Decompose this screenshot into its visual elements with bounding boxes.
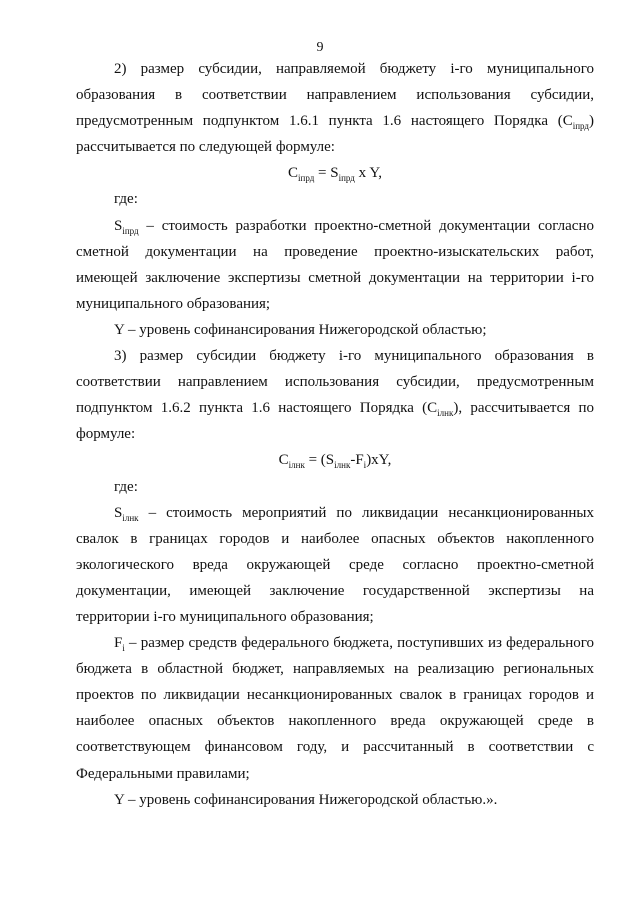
where-label-1: где: bbox=[114, 191, 138, 208]
document-body bbox=[76, 56, 594, 813]
formula-1: $C_{iпрд} = S_{iпрд}$ x Y, bbox=[288, 165, 382, 184]
formula-2: $C_{iлнк} = (S_{iлнк}-F_i)xY$, bbox=[278, 452, 392, 471]
paragraph-subsidy-2: 2) размер субсидии, направляемой бюджету i-го муниципального образования в соответствии направлением использования субсидии, предусмотренным подпунктом 1.6.1 пункта 1.6 настоящего Порядка $(C_{iпрд})$ рассчитывается по следующей формуле: bbox=[76, 61, 594, 156]
definition-y-2: Y – уровень софинансирования Нижегородской областью.». bbox=[114, 791, 498, 808]
definition-s-iprd: $S_{iпрд}$ – стоимость разработки проектно-сметной документации согласно сметной документации на проведение проектно-изыскательских работ, имеющей заключение экспертизы сметной документации на территории i-го муниципального образования; bbox=[76, 217, 594, 312]
paragraph-subsidy-3: 3) размер субсидии бюджету i-го муниципального образования в соответствии направлением использования субсидии, предусмотренным подпунктом 1.6.2 пункта 1.6 настоящего Порядка $(C_{iлнк})$, рассчитывается по формуле: bbox=[76, 348, 595, 443]
definition-f-i: $F_i$ – размер средств федерального бюджета, поступивших из федерального бюджета в областной бюджет, направляемых на реализацию региональных проектов по ликвидации несанкционированных свалок в границах городов и наиболее опасных объектов накопленного вреда окружающей среде в соответствующем финансовом году, и рассчитанный в соответствии с Федеральными правилами; bbox=[76, 635, 594, 782]
where-label-2: где: bbox=[114, 478, 138, 495]
page-number: 9 bbox=[316, 40, 324, 55]
definition-y-1: Y – уровень софинансирования Нижегородской областью; bbox=[114, 321, 487, 338]
definition-s-ilnk: $S_{iлнк}$ – стоимость мероприятий по ликвидации несанкционированных свалок в границах городов и наиболее опасных объектов накопленного экологического вреда окружающей среде согласно проектно-сметной документации, имеющей заключение государственной экспертизы на территории i-го муниципального образования; bbox=[76, 504, 594, 625]
